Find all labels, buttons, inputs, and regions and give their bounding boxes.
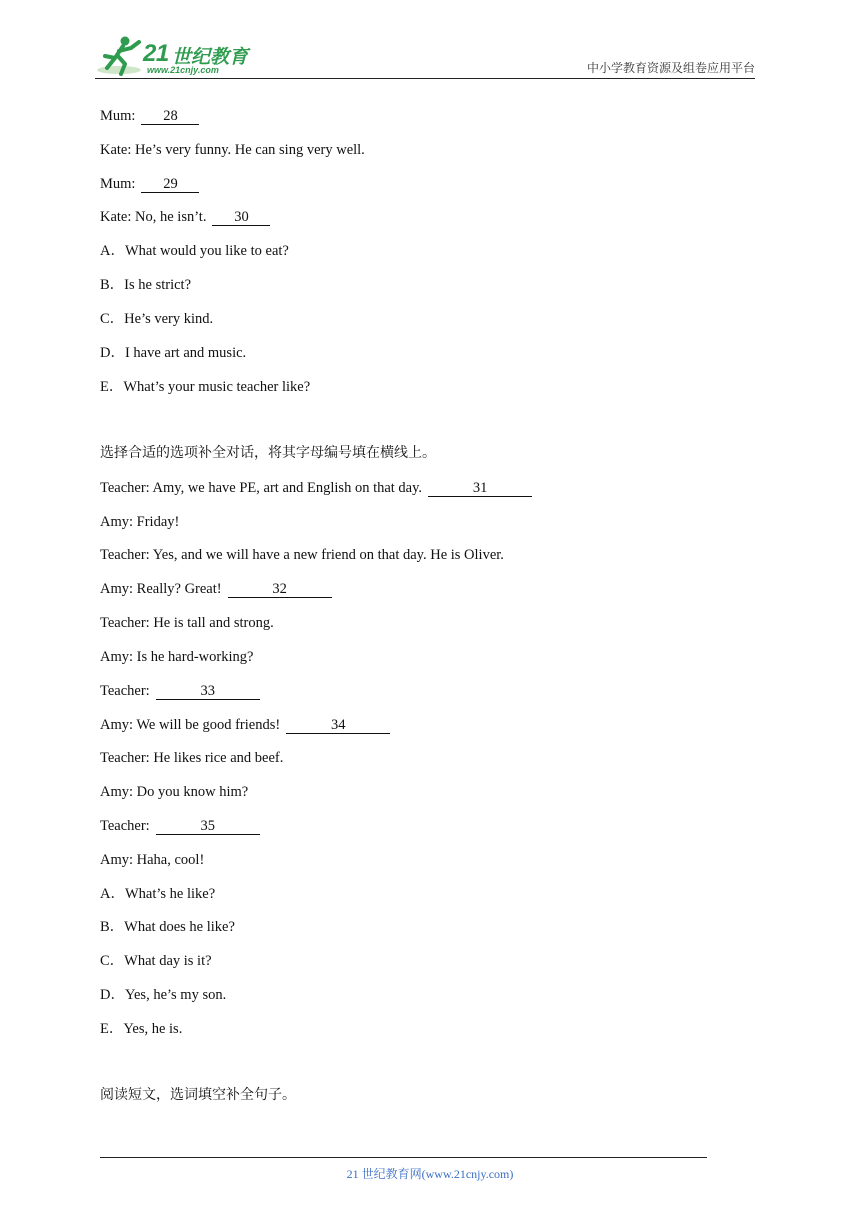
option-d: D．Yes, he’s my son.	[100, 987, 227, 1003]
dialogue-line: Amy: Haha, cool!	[100, 852, 205, 868]
dialogue-line: Amy: Really? Great! 32	[100, 580, 332, 598]
option-b: B．Is he strict?	[100, 277, 192, 293]
answer-blank[interactable]: 28	[141, 108, 199, 125]
dialogue-line: Teacher: Amy, we have PE, art and English on that day. 31	[100, 479, 532, 497]
site-logo	[95, 34, 265, 78]
header-tagline: 中小学教育资源及组卷应用平台	[586, 61, 755, 75]
dialogue-line: Teacher: 33	[100, 682, 260, 700]
answer-blank[interactable]: 33	[156, 683, 260, 700]
dialogue-line: Amy: Do you know him?	[100, 784, 249, 800]
answer-blank[interactable]: 29	[141, 176, 199, 193]
dialogue-line: Amy: We will be good friends! 34	[100, 716, 390, 734]
dialogue-line: Teacher: Yes, and we will have a new friend on that day. He is Oliver.	[100, 547, 504, 563]
answer-blank[interactable]: 32	[228, 581, 332, 598]
answer-blank[interactable]: 31	[428, 480, 532, 497]
dialogue-line: Teacher: He is tall and strong.	[100, 615, 274, 631]
dialogue-line: Kate: He’s very funny. He can sing very well.	[100, 142, 365, 158]
option-e: E．What’s your music teacher like?	[100, 379, 311, 395]
answer-blank[interactable]: 34	[286, 717, 390, 734]
option-a: A．What would you like to eat?	[100, 243, 289, 259]
footer-link[interactable]: 21 世纪教育网(www.21cnjy.com)	[346, 1167, 514, 1181]
dialogue-line: Mum: 29	[100, 175, 199, 193]
dialogue-line: Teacher: He likes rice and beef.	[100, 750, 284, 766]
option-c: C．He’s very kind.	[100, 311, 214, 327]
dialogue-line: Amy: Friday!	[100, 514, 180, 530]
footer-divider	[100, 1157, 707, 1158]
section-instruction: 阅读短文，选词填空补全句子。	[100, 1087, 296, 1103]
dialogue-line: Mum: 28	[100, 107, 199, 125]
option-a: A．What’s he like?	[100, 886, 216, 902]
logo-number: 21	[143, 40, 169, 67]
option-c: C．What day is it?	[100, 953, 212, 969]
dialogue-line: Teacher: 35	[100, 817, 260, 835]
option-e: E．Yes, he is.	[100, 1021, 183, 1037]
option-b: B．What does he like?	[100, 919, 235, 935]
page-header	[95, 30, 755, 79]
runner-icon	[95, 34, 147, 78]
option-d: D．I have art and music.	[100, 345, 247, 361]
answer-blank[interactable]: 30	[212, 209, 270, 226]
answer-blank[interactable]: 35	[156, 818, 260, 835]
section-instruction: 选择合适的选项补全对话，将其字母编号填在横线上。	[100, 445, 436, 461]
dialogue-line: Amy: Is he hard-working?	[100, 649, 254, 665]
logo-url: www.21cnjy.com	[147, 65, 219, 75]
logo-text: 世纪教育	[172, 46, 249, 68]
dialogue-line: Kate: No, he isn’t. 30	[100, 208, 270, 226]
